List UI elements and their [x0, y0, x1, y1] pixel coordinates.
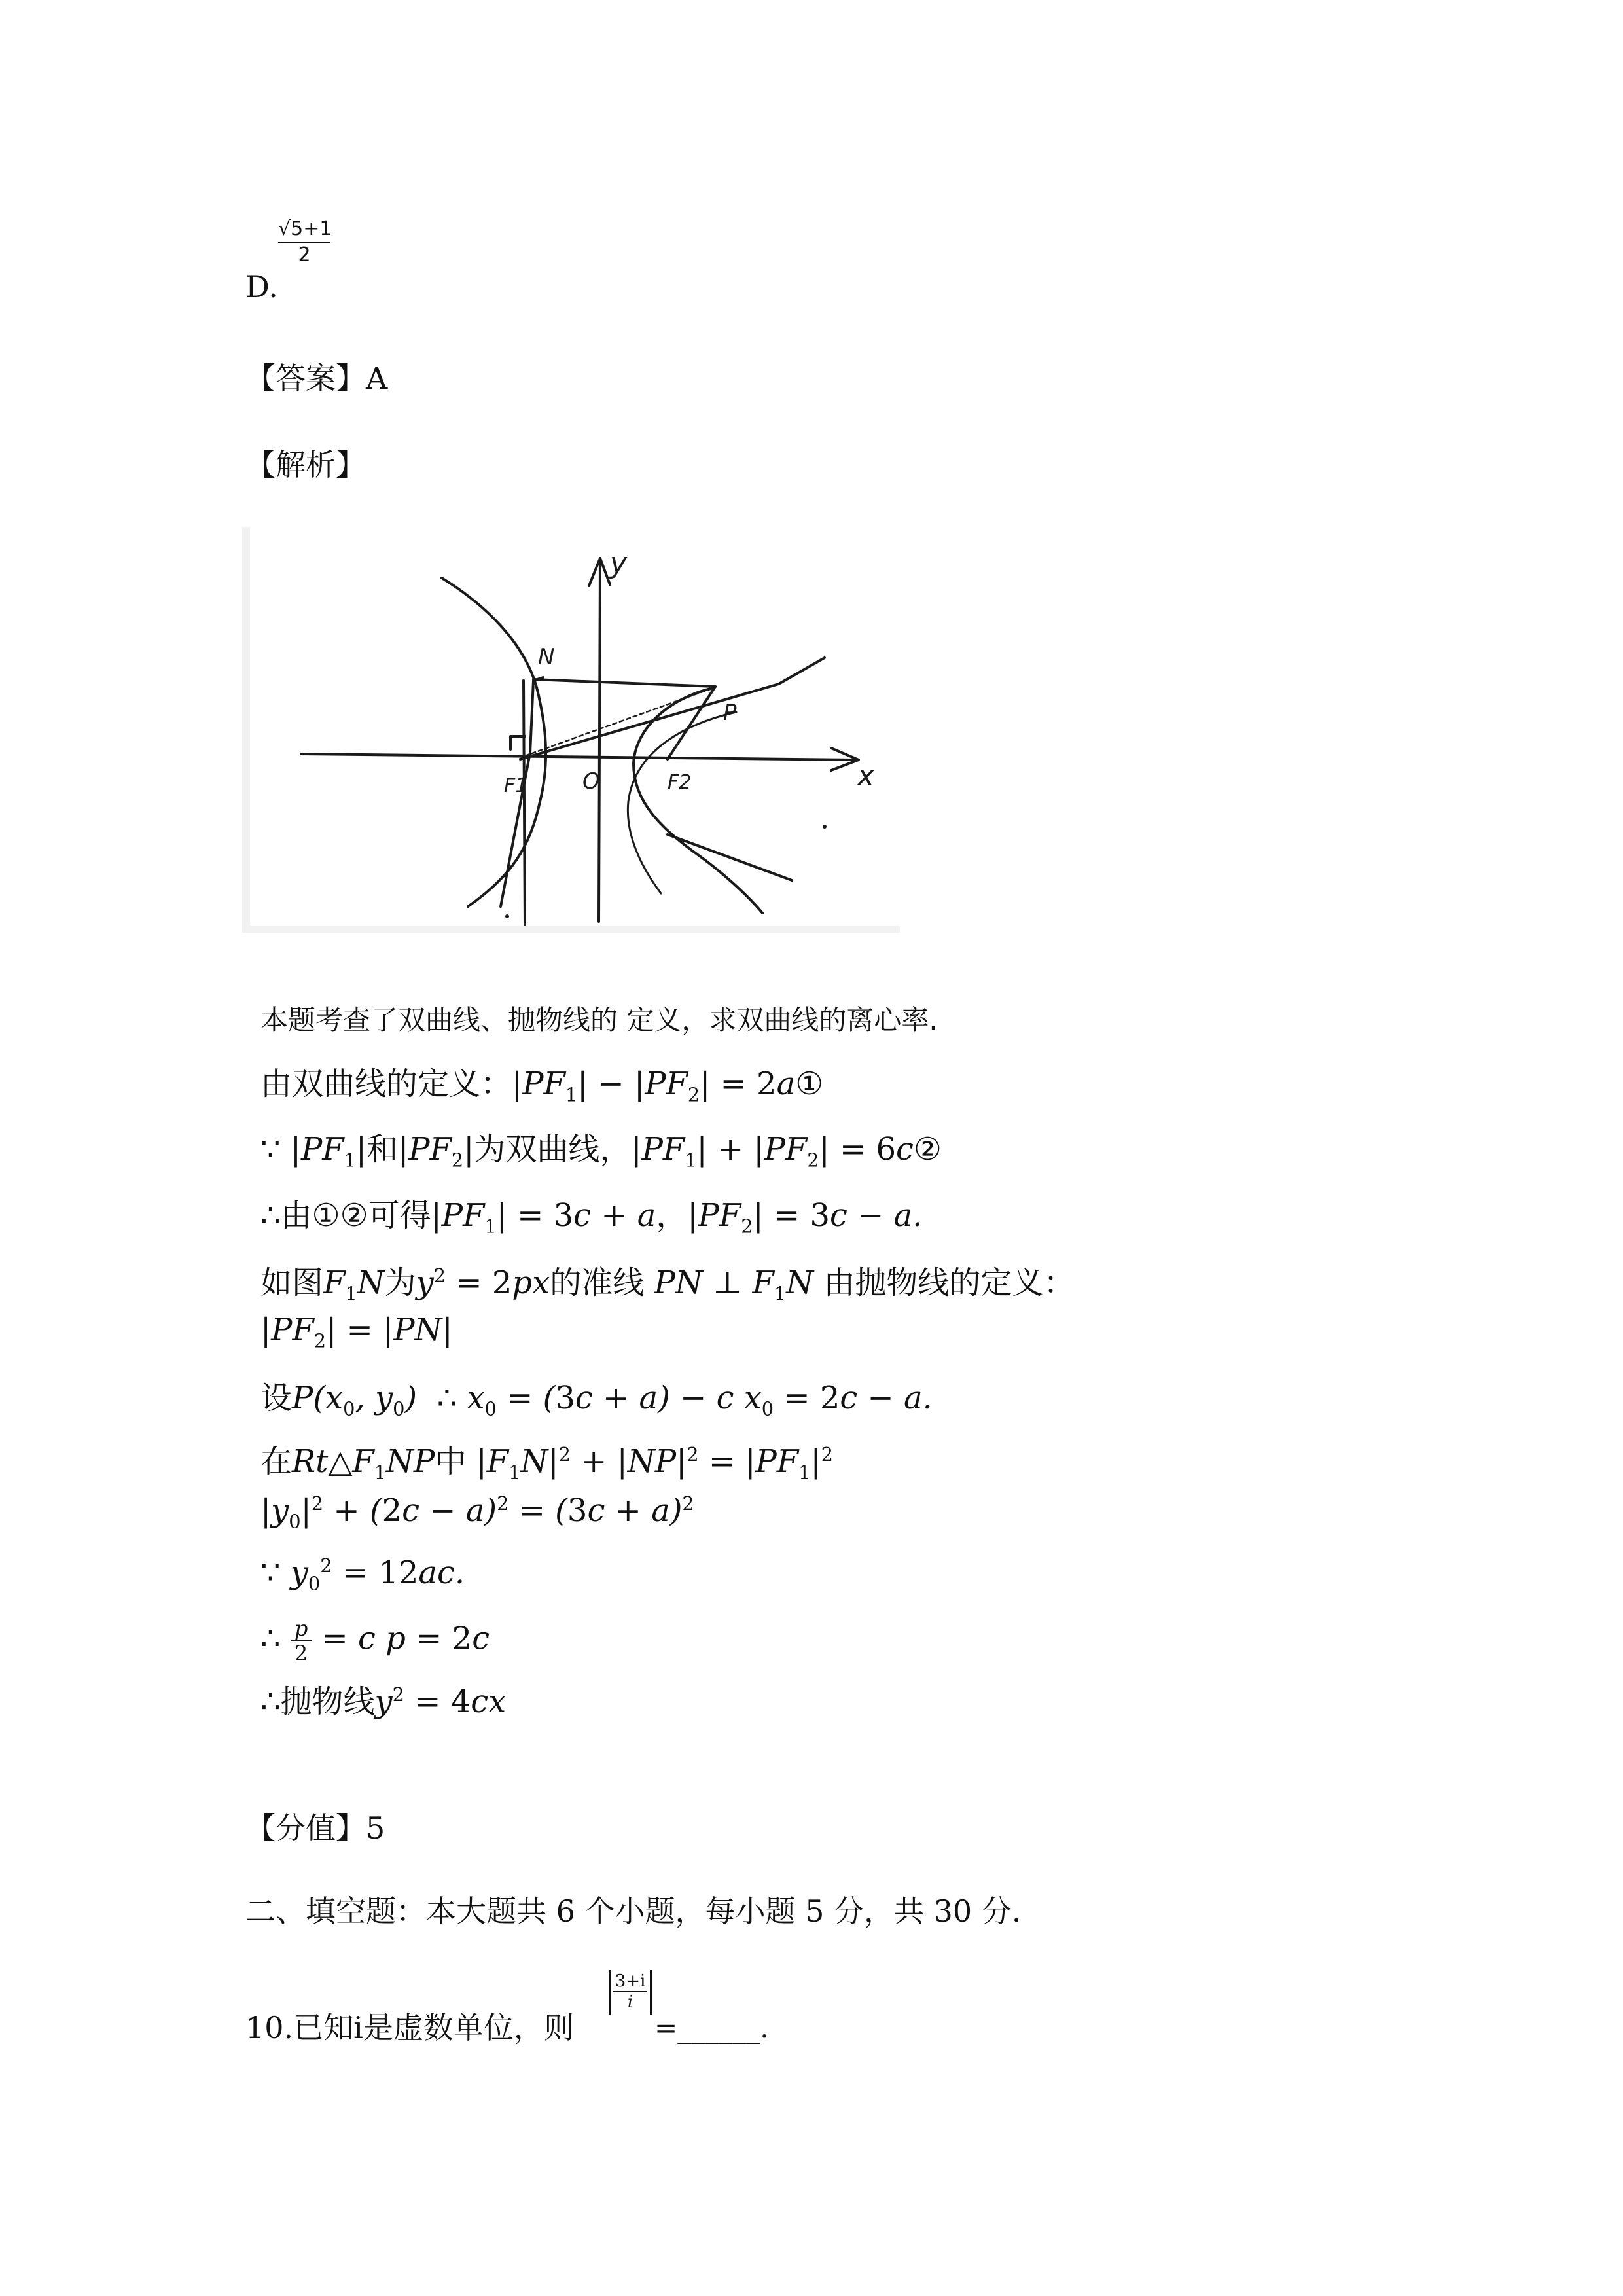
y-axis	[599, 560, 600, 922]
solution-line-8: 在$Rt\triangle F_1NP$中 $|F_1N|^2 + |NP|^2 = |PF_1|^2$	[260, 1443, 833, 1484]
question-10-abs-denominator: i	[627, 1992, 633, 2012]
answer-label: 【答案】	[245, 361, 366, 396]
solution-line-2-prefix: 由双曲线的定义：	[260, 1066, 512, 1102]
score-line	[245, 1810, 385, 1846]
score-value: 5	[366, 1810, 385, 1846]
solution-line-6: $|PF_2| = |PN|$	[260, 1312, 453, 1352]
analysis-figure	[242, 527, 900, 933]
score-label: 【分值】	[245, 1810, 366, 1846]
label-origin: O	[582, 768, 600, 795]
label-y: y	[610, 547, 628, 580]
solution-line-3: ∵ $|PF_1|$和$|PF_2|$为双曲线，$|PF_1| + |PF_2|$ = 6c②	[260, 1131, 942, 1172]
solution-line-2: 由双曲线的定义：$|PF_1| - |PF_2|$ = 2a①	[260, 1066, 824, 1106]
solution-line-4: ∴由①②可得$|PF_1| = 3c + a$，$|PF_2| = 3c - a$.	[260, 1197, 923, 1238]
section-two-heading: 二、填空题：本大题共 6 个小题，每小题 5 分，共 30 分.	[245, 1893, 1022, 1929]
directrix	[524, 681, 525, 925]
stray-dot	[823, 825, 827, 829]
solution-line-9: $|y_0|^2 + (2c - a)^2 = (3c + a)^2$	[260, 1492, 694, 1533]
hyperbola-parabola-sketch	[242, 527, 900, 933]
question-10-abs-expression	[609, 1970, 652, 2015]
stray-dot-2	[505, 914, 509, 918]
label-p: P	[723, 700, 737, 726]
analysis-label: 【解析】	[245, 447, 366, 482]
question-10-suffix: =______.	[654, 2012, 769, 2044]
answer-value: A	[366, 361, 388, 396]
solution-line-1: 本题考查了双曲线、抛物线的 定义，求双曲线的离心率.	[260, 1004, 938, 1036]
question-10-prefix: 10.已知i是虚数单位，则	[245, 2010, 574, 2045]
option-d-fraction	[278, 219, 330, 265]
label-f1: F1	[504, 774, 528, 797]
answer-line	[245, 361, 388, 396]
option-d-label: D.	[245, 269, 278, 304]
option-d-denominator: 2	[298, 243, 311, 266]
solution-line-5: 如图$F_1N$为$y^2 = 2px$的准线 PN ⊥ $F_1N$ 由抛物线的定义：	[260, 1265, 1075, 1305]
question-10-abs-numerator: 3+i	[613, 1973, 647, 1992]
option-d-numerator: √5+1	[278, 219, 330, 243]
solution-line-11: ∴ $\frac{p}{2}$ = c p = 2c	[260, 1616, 490, 1666]
label-f2: F2	[668, 771, 692, 794]
solution-line-10: ∵ $y_0^2 = 12ac$.	[260, 1554, 465, 1595]
label-x: x	[857, 759, 875, 793]
solution-line-12: ∴抛物线$y^2 = 4cx$	[260, 1683, 507, 1720]
label-n: N	[538, 644, 555, 670]
solution-line-7: 设$P(x_0$, $y_0$) ∴ $x_0 = (3c + a) - c$ $x_0 = 2c - a$.	[260, 1380, 933, 1420]
